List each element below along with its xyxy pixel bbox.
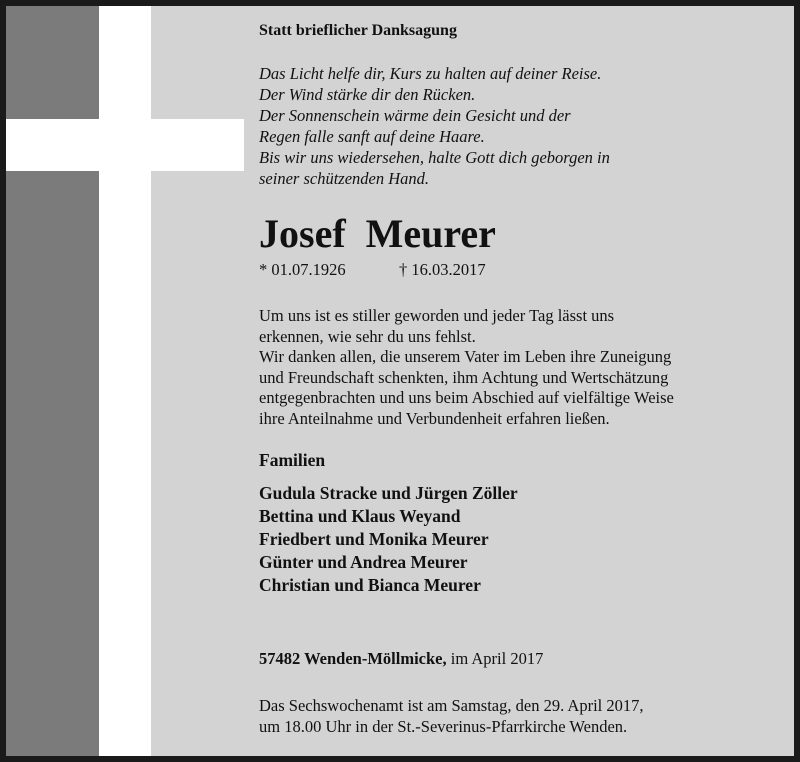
poem-line: Der Wind stärke dir den Rücken. bbox=[259, 85, 476, 104]
poem-line: Der Sonnenschein wärme dein Gesicht und der bbox=[259, 106, 571, 125]
thanks-line: und Freundschaft schenkten, ihm Achtung und Wertschätzung bbox=[259, 367, 669, 387]
memorial-mass-info bbox=[259, 696, 644, 737]
place: 57482 Wenden-Möllmicke, bbox=[259, 649, 447, 668]
thanks-line: Um uns ist es stiller geworden und jeder Tag lässt uns bbox=[259, 306, 615, 325]
mass-line: Das Sechswochenamt ist am Samstag, den 29. April 2017, bbox=[259, 696, 644, 715]
families-label: Familien bbox=[259, 450, 326, 470]
thanks-text bbox=[259, 306, 674, 429]
poem-line: Das Licht helfe dir, Kurs zu halten auf deiner Reise. bbox=[259, 64, 602, 83]
birth-date: * 01.07.1926 bbox=[259, 260, 346, 279]
poem-line: seiner schützenden Hand. bbox=[259, 169, 430, 188]
poem bbox=[259, 63, 610, 189]
thanks-line: Wir danken allen, die unserem Vater im Leben ihre Zuneigung bbox=[259, 347, 672, 366]
thanks-line: ihre Anteilnahme und Verbundenheit erfahren ließen. bbox=[259, 408, 610, 428]
thanks-line: entgegenbrachten und uns beim Abschied auf vielfältige Weise bbox=[259, 388, 674, 407]
family-member: Friedbert und Monika Meurer bbox=[259, 529, 489, 549]
notice-heading: Statt brieflicher Danksagung bbox=[259, 22, 457, 39]
cross-crossbar bbox=[6, 119, 244, 171]
deceased-name: Josef Meurer bbox=[259, 211, 496, 256]
death-date: † 16.03.2017 bbox=[399, 260, 486, 279]
family-members bbox=[259, 482, 518, 597]
poem-line: Regen falle sanft auf deine Haare. bbox=[259, 127, 485, 146]
place-date-line bbox=[259, 649, 543, 669]
family-member: Christian und Bianca Meurer bbox=[259, 575, 481, 595]
notice-date: im April 2017 bbox=[446, 649, 544, 668]
mass-line: um 18.00 Uhr in der St.-Severinus-Pfarrkirche Wenden. bbox=[259, 716, 628, 736]
family-member: Bettina und Klaus Weyand bbox=[259, 506, 461, 526]
life-dates bbox=[259, 260, 486, 280]
poem-line: Bis wir uns wiedersehen, halte Gott dich geborgen in bbox=[259, 148, 610, 167]
family-member: Gudula Stracke und Jürgen Zöller bbox=[259, 483, 518, 503]
family-member: Günter und Andrea Meurer bbox=[259, 552, 468, 572]
thanks-line: erkennen, wie sehr du uns fehlst. bbox=[259, 326, 476, 346]
